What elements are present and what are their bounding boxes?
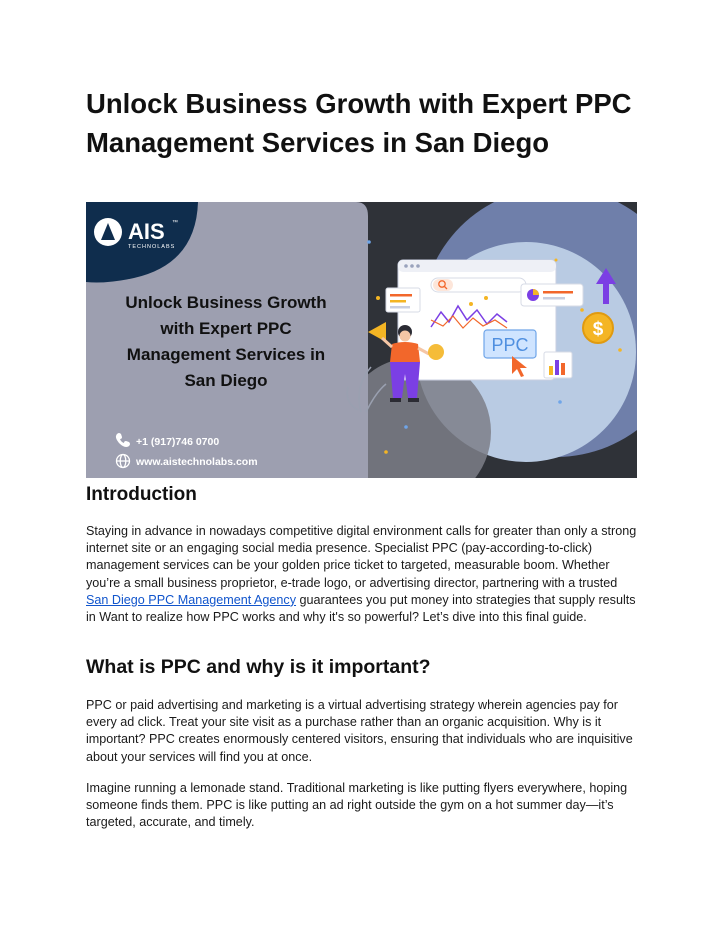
website-contact: [117, 455, 258, 469]
logo-subtitle: TECHNOLABS: [128, 244, 176, 250]
intro-paragraph: [86, 523, 638, 626]
banner-headline-line-2: with Expert PPC: [160, 319, 292, 338]
article-title: Unlock Business Growth with Expert PPC Management Services in San Diego: [86, 88, 632, 158]
intro-text-start: Staying in advance in nowadays competitive digital environment calls for greater than only a strong internet site or an engaging social media presence. Specialist PPC (pay-according-to-click) management services can be your golden price ticket to targeted, measurable boom. Whether you’re a small business proprietor, e-trade logo, or advertising director, partnering with a trusted: [86, 524, 637, 590]
section-heading-what-is-ppc: What is PPC and why is it important?: [86, 656, 431, 678]
ppc-definition-paragraph: PPC or paid advertising and marketing is a virtual advertising strategy wherein agencies pay for every ad click. Treat your site visit as a purchase rather than an organic acquisition. Why is it important? PPC creates enormously centered visitors, ensuring that individuals who are inquisitive about your services will find you at once.: [86, 698, 633, 764]
dollar-coin-icon: [583, 313, 613, 343]
logo-tm: ™: [172, 220, 178, 226]
intro-text-end: guarantees you put money into strategies that supply results in Want to realize how PPC works and why it's so powerful? Let’s dive into this final guide.: [86, 592, 636, 625]
hero-banner-image: [86, 202, 637, 478]
banner-website: www.aistechnolabs.com: [136, 456, 258, 468]
ppc-label: PPC: [491, 335, 529, 355]
banner-headline-line-4: San Diego: [184, 371, 268, 390]
banner-headline-line-3: Management Services in: [126, 345, 326, 364]
section-heading-introduction: Introduction: [86, 484, 197, 505]
san-diego-ppc-agency-link[interactable]: San Diego PPC Management Agency: [86, 592, 297, 607]
logo-text: AIS: [128, 219, 165, 244]
dollar-symbol: $: [592, 319, 604, 340]
banner-illustration: [86, 202, 637, 478]
banner-headline-line-1: Unlock Business Growth: [125, 293, 327, 312]
lemonade-analogy-paragraph: Imagine running a lemonade stand. Traditional marketing is like putting flyers everywhere, hoping someone finds them. PPC is like putting an ad right outside the gym on a hot summer day—it’s targeted, accurate, and timely.: [86, 781, 628, 830]
banner-phone: +1 (917)746 0700: [136, 436, 220, 448]
